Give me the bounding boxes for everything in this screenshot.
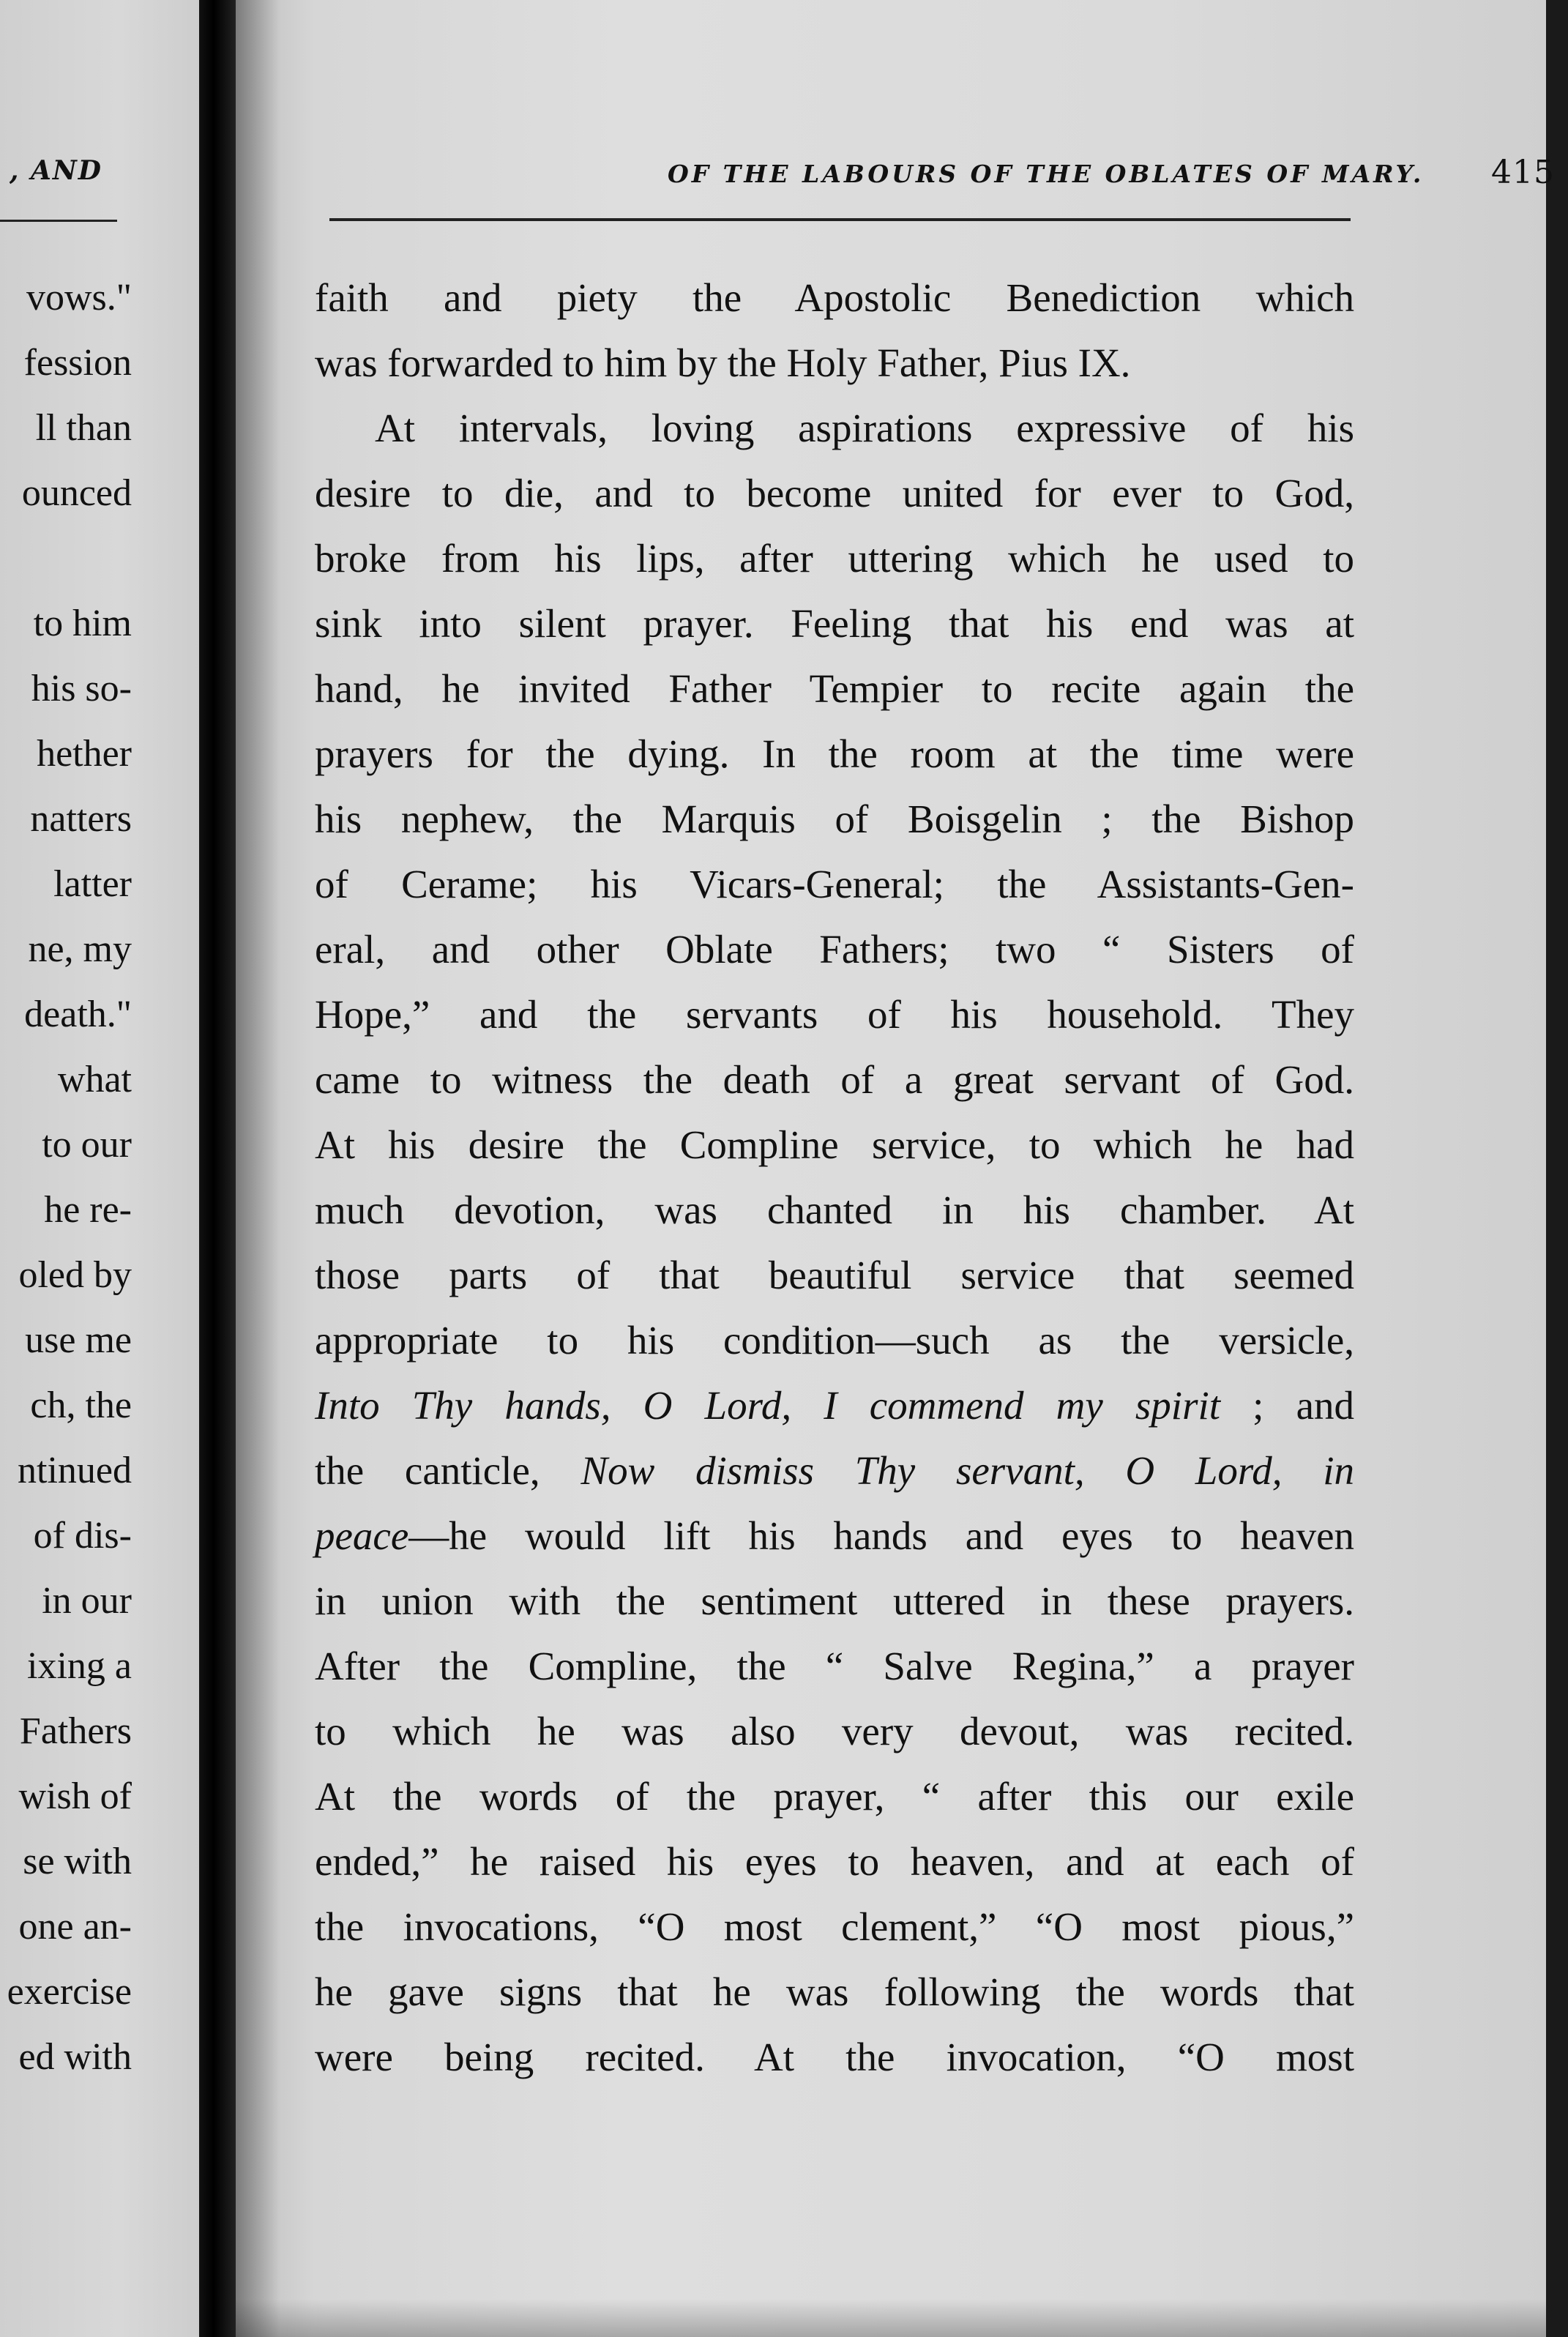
left-header-rule [0, 220, 117, 222]
left-text-line: vows." [26, 277, 132, 318]
text-line: were being recited. At the invocation, “O most [315, 2035, 1354, 2079]
left-text-line: his so- [31, 668, 132, 709]
left-text-line [7, 526, 132, 591]
left-text-line: of dis- [33, 1515, 132, 1557]
text-line: broke from his lips, after uttering which he used to [315, 536, 1354, 581]
left-text-line: wish of [18, 1775, 132, 1817]
left-text-line: ixing a [27, 1645, 132, 1687]
text-segment: ; and [1220, 1383, 1354, 1428]
text-line [315, 1503, 1354, 1568]
text-line: to which he was also very devout, was recited. [315, 1709, 1354, 1753]
book-gutter [199, 0, 236, 2337]
italic-text-segment: peace [315, 1513, 409, 1558]
text-line: ended,” he raised his eyes to heaven, and at each of [315, 1839, 1354, 1884]
text-line [315, 1373, 1354, 1438]
left-text-line: ne, my [28, 928, 132, 970]
gutter-shadow [236, 0, 280, 2337]
running-title: OF THE LABOURS OF THE OBLATES OF MARY. [668, 160, 1425, 188]
page-bottom-shadow [236, 2299, 1546, 2337]
page-number: 415 [1491, 154, 1555, 191]
left-text-line: oled by [18, 1254, 132, 1296]
left-running-head: , AND [9, 155, 102, 186]
text-line: in union with the sentiment uttered in these prayers. [315, 1578, 1354, 1623]
left-text-line: natters [30, 798, 132, 840]
left-text-line: ntinued [18, 1450, 132, 1491]
header-rule [329, 218, 1351, 221]
text-segment: the canticle, [315, 1448, 581, 1493]
left-text-line: in our [42, 1580, 132, 1622]
text-line: was forwarded to him by the Holy Father, Pius IX. [315, 340, 1131, 385]
left-text-line: hether [37, 733, 132, 775]
text-line: prayers for the dying. In the room at the time were [315, 731, 1354, 776]
left-text-line: exercise [7, 1971, 132, 2013]
text-line: At intervals, loving aspirations expressive of his [375, 406, 1354, 450]
text-line: he gave signs that he was following the words that [315, 1969, 1354, 2014]
left-text-line: fession [23, 342, 132, 384]
left-text-line: ounced [21, 472, 132, 514]
running-head [433, 154, 1568, 190]
italic-text-segment: Into Thy hands, O Lord, I commend my spirit [315, 1383, 1221, 1428]
left-text-line: what [57, 1059, 132, 1100]
left-text-line: ll than [35, 407, 132, 449]
text-segment: —he would lift his hands and eyes to heaven [408, 1513, 1354, 1558]
text-line: Hope,” and the servants of his household. They [315, 992, 1354, 1037]
left-text-line: use me [25, 1319, 132, 1361]
italic-text-segment: Now dismiss Thy servant, O Lord, in [580, 1448, 1354, 1493]
text-line: appropriate to his condition—such as the versicle, [315, 1318, 1354, 1363]
text-line: After the Compline, the “ Salve Regina,” a prayer [315, 1644, 1354, 1688]
text-line: those parts of that beautiful service that seemed [315, 1253, 1354, 1297]
text-line: his nephew, the Marquis of Boisgelin ; the Bishop [315, 797, 1354, 841]
left-text-line: he re- [44, 1189, 132, 1231]
text-line: much devotion, was chanted in his chamber. At [315, 1188, 1354, 1232]
text-line: sink into silent prayer. Feeling that his end was at [315, 601, 1354, 646]
text-line: eral, and other Oblate Fathers; two “ Sisters of [315, 927, 1354, 972]
left-text-line: to him [33, 603, 132, 644]
text-line: the invocations, “O most clement,” “O most pious,” [315, 1904, 1354, 1949]
page-body-text [315, 265, 1354, 2090]
left-text-line: se with [23, 1841, 132, 1882]
text-line [315, 1438, 1354, 1503]
left-page-fragment [0, 0, 199, 2337]
text-line: hand, he invited Father Tempier to recite again the [315, 666, 1354, 711]
left-text-line: ch, the [30, 1384, 132, 1426]
text-line: of Cerame; his Vicars-General; the Assistants-Gen- [315, 862, 1354, 906]
text-line: faith and piety the Apostolic Benediction which [315, 275, 1354, 320]
text-line: At the words of the prayer, “ after this our exile [315, 1774, 1354, 1819]
left-text-line: ed with [18, 2036, 132, 2078]
left-text-line: one an- [18, 1906, 132, 1947]
text-line: At his desire the Compline service, to which he had [315, 1122, 1354, 1167]
left-page-text [7, 265, 132, 2090]
left-text-line: to our [42, 1124, 132, 1166]
left-text-line: latter [53, 863, 132, 905]
left-text-line: death." [24, 994, 132, 1035]
text-line: desire to die, and to become united for ever to God, [315, 471, 1354, 515]
left-text-line: Fathers [19, 1710, 132, 1752]
text-line: came to witness the death of a great servant of God. [315, 1057, 1354, 1102]
